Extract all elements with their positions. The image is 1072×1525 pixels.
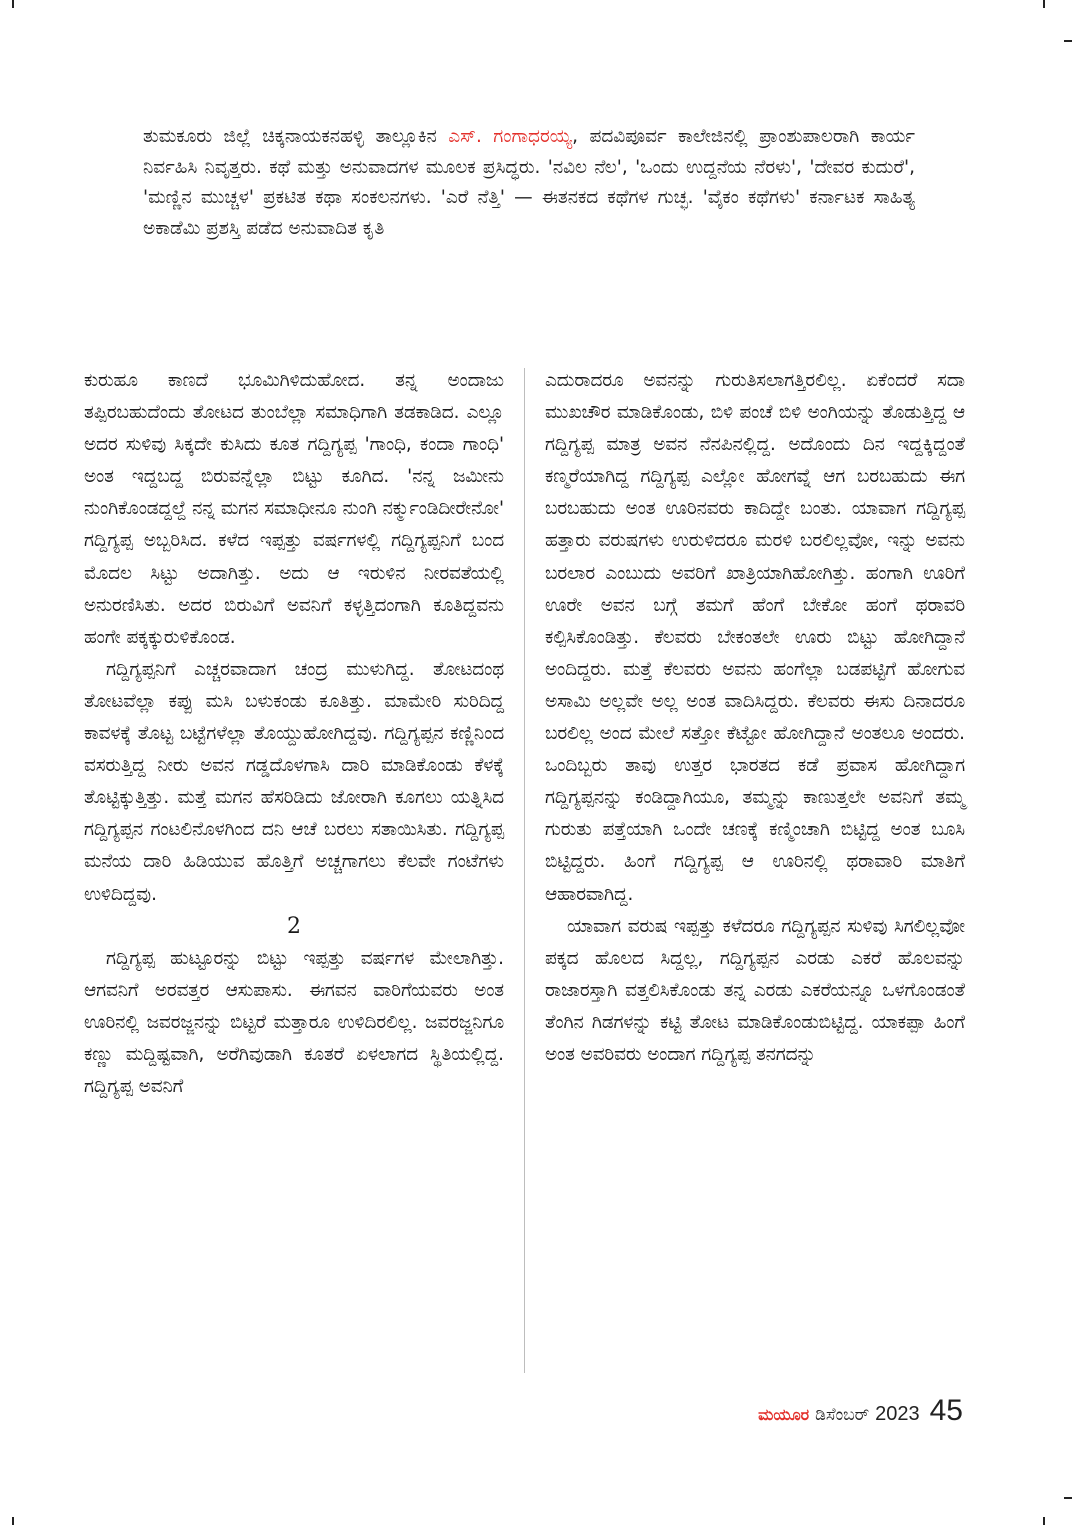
crop-mark-top-right — [1043, 0, 1045, 8]
left-column — [84, 365, 504, 1103]
paragraph: ಕುರುಹೂ ಕಾಣದೆ ಭೂಮಿಗಿಳಿದುಹೋದ. ತನ್ನ ಅಂದಾಜು ತಪ್ಪಿರಬಹುದೆಂದು ತೋಟದ ತುಂಬೆಲ್ಲಾ ಸಮಾಧಿಗಾಗಿ ತಡಕಾಡಿದ. ಎಲ್ಲೂ ಅದರ ಸುಳಿವು ಸಿಕ್ಕದೇ ಕುಸಿದು ಕೂತ ಗದ್ದಿಗ್ಯಪ್ಪ 'ಗಾಂಧಿ, ಕಂದಾ ಗಾಂಧಿ' ಅಂತ ಇದ್ದಬದ್ದ ಬಿರುವನ್ನೆಲ್ಲಾ ಬಿಟ್ಟು ಕೂಗಿದ. 'ನನ್ನ ಜಮೀನು ನುಂಗಿಕೊಂಡದ್ದಲ್ದೆ ನನ್ನ ಮಗನ ಸಮಾಧೀನೂ ನುಂಗಿ ನರ್ಕ್ಮುಂಡಿದೀರೇನೋ' ಗದ್ದಿಗ್ಯಪ್ಪ ಅಬ್ಬರಿಸಿದ. ಕಳೆದ ಇಪ್ಪತ್ತು ವರ್ಷಗಳಲ್ಲಿ ಗದ್ದಿಗ್ಯಪ್ಪನಿಗೆ ಬಂದ ಮೊದಲ ಸಿಟ್ಟು ಅದಾಗಿತ್ತು. ಅದು ಆ ಇರುಳಿನ ನೀರವತೆಯಲ್ಲಿ ಅನುರಣಿಸಿತು. ಅದರ ಬಿರುವಿಗೆ ಅವನಿಗೆ ಕಳ್ಳತ್ತಿದಂಗಾಗಿ ಕೂತಿದ್ದವನು ಹಂಗೇ ಪಕ್ಕಕ್ಕುರುಳಿಕೊಂಡ. — [84, 370, 504, 648]
crop-mark-top-left — [12, 0, 14, 8]
column-divider — [524, 368, 525, 1373]
crop-mark-bottom-right — [1043, 1517, 1045, 1525]
paragraph: ಯಾವಾಗ ವರುಷ ಇಪ್ಪತ್ತು ಕಳೆದರೂ ಗದ್ದಿಗ್ಯಪ್ಪನ ಸುಳಿವು ಸಿಗಲಿಲ್ಲವೋ ಪಕ್ಕದ ಹೊಲದ ಸಿದ್ದಲ್ಲ, ಗದ್ದಿಗ್ಯಪ್ಪನ ಎರಡು ಎಕರೆ ಹೊಲವನ್ನು ರಾಜಾರಸ್ತಾಗಿ ವತ್ತಲಿಸಿಕೊಂಡು ತನ್ನ ಎರಡು ಎಕರೆಯನ್ನೂ ಒಳಗೊಂಡಂತೆ ತೆಂಗಿನ ಗಿಡಗಳನ್ನು ಕಟ್ಟಿ ತೋಟ ಮಾಡಿಕೊಂಡುಬಿಟ್ಟಿದ್ದ. ಯಾಕಪ್ಪಾ ಹಿಂಗೆ ಅಂತ ಅವರಿವರು ಅಂದಾಗ ಗದ್ದಿಗ್ಯಪ್ಪ ತನಗದನ್ನು — [545, 915, 965, 1065]
paragraph: ಗದ್ದಿಗ್ಯಪ್ಪ ಹುಟ್ಟೂರನ್ನು ಬಿಟ್ಟು ಇಪ್ಪತ್ತು ವರ್ಷಗಳ ಮೇಲಾಗಿತ್ತು. ಆಗವನಿಗೆ ಅರವತ್ತರ ಆಸುಪಾಸು. ಈಗವನ ವಾರಿಗೆಯವರು ಅಂತ ಊರಿನಲ್ಲಿ ಜವರಜ್ಜನನ್ನು ಬಿಟ್ಟರೆ ಮತ್ತಾರೂ ಉಳಿದಿರಲಿಲ್ಲ. ಜವರಜ್ಜನಿಗೂ ಕಣ್ಣು ಮದ್ದಿಷ್ಟವಾಗಿ, ಅರೆಗಿವುಡಾಗಿ ಕೂತರೆ ಏಳಲಾಗದ ಸ್ಥಿತಿಯಲ್ಲಿದ್ದ. ಗದ್ದಿಗ್ಯಪ್ಪ ಅವನಿಗೆ — [84, 947, 504, 1097]
crop-mark-right-upper — [1064, 40, 1072, 42]
author-name: ಎಸ್. ಗಂಗಾಧರಯ್ಯ — [448, 126, 573, 147]
page-footer — [758, 1394, 963, 1428]
issue-year: 2023 — [875, 1403, 920, 1425]
section-number: 2 — [287, 913, 301, 939]
paragraph: ಗದ್ದಿಗ್ಯಪ್ಪನಿಗೆ ಎಚ್ಚರವಾದಾಗ ಚಂದ್ರ ಮುಳುಗಿದ್ದ. ತೋಟದಂಥ ತೋಟವೆಲ್ಲಾ ಕಪ್ಪು ಮಸಿ ಬಳುಕಂಡು ಕೂತಿತ್ತು. ಮಾಮೇರಿ ಸುರಿದಿದ್ದ ಕಾವಳಕ್ಕೆ ತೊಟ್ಟ ಬಟ್ಟೆಗಳೆಲ್ಲಾ ತೊಯ್ದುಹೋಗಿದ್ದವು. ಗದ್ದಿಗ್ಯಪ್ಪನ ಕಣ್ಣಿನಿಂದ ವಸರುತ್ತಿದ್ದ ನೀರು ಅವನ ಗಡ್ಡದೊಳಗಾಸಿ ದಾರಿ ಮಾಡಿಕೊಂಡು ಕೆಳಕ್ಕೆ ತೊಟ್ಟಿಕ್ಕುತ್ತಿತ್ತು. ಮತ್ತೆ ಮಗನ ಹೆಸರಿಡಿದು ಜೋರಾಗಿ ಕೂಗಲು ಯತ್ನಿಸಿದ ಗದ್ದಿಗ್ಯಪ್ಪನ ಗಂಟಲಿನೊಳಗಿಂದ ದನಿ ಆಚೆ ಬರಲು ಸತಾಯಿಸಿತು. ಗದ್ದಿಗ್ಯಪ್ಪ ಮನೆಯ ದಾರಿ ಹಿಡಿಯುವ ಹೊತ್ತಿಗೆ ಅಚ್ಚಗಾಗಲು ಕೆಲವೇ ಗಂಟೆಗಳು ಉಳಿದಿದ್ದವು. — [84, 658, 504, 905]
issue-month: ಡಿಸೆಂಬರ್ — [815, 1405, 870, 1424]
bio-intro: ತುಮಕೂರು ಜಿಲ್ಲೆ ಚಿಕ್ಕನಾಯಕನಹಳ್ಳಿ ತಾಲ್ಲೂಕಿನ — [143, 126, 449, 147]
paragraph: ಎದುರಾದರೂ ಅವನನ್ನು ಗುರುತಿಸಲಾಗತ್ತಿರಲಿಲ್ಲ. ಏಕೆಂದರೆ ಸದಾ ಮುಖಚೌರ ಮಾಡಿಕೊಂಡು, ಬಿಳಿ ಪಂಚೆ ಬಿಳಿ ಅಂಗಿಯನ್ನು ತೊಡುತ್ತಿದ್ದ ಆ ಗದ್ದಿಗ್ಯಪ್ಪ ಮಾತ್ರ ಅವನ ನೆನಪಿನಲ್ಲಿದ್ದ. ಅದೊಂದು ದಿನ ಇದ್ದಕ್ಕಿದ್ದಂತೆ ಕಣ್ಮರೆಯಾಗಿದ್ದ ಗದ್ದಿಗ್ಯಪ್ಪ ಎಲ್ಲೋ ಹೋಗವ್ನೆ ಆಗ ಬರಬಹುದು ಈಗ ಬರಬಹುದು ಅಂತ ಊರಿನವರು ಕಾದಿದ್ದೇ ಬಂತು. ಯಾವಾಗ ಗದ್ದಿಗ್ಯಪ್ಪ ಹತ್ತಾರು ವರುಷಗಳು ಉರುಳಿದರೂ ಮರಳಿ ಬರಲಿಲ್ಲವೋ, ಇನ್ನು ಅವನು ಬರಲಾರ ಎಂಬುದು ಅವರಿಗೆ ಖಾತ್ರಿಯಾಗಿಹೋಗಿತ್ತು. ಹಂಗಾಗಿ ಊರಿಗೆ ಊರೇ ಅವನ ಬಗ್ಗೆ ತಮಗೆ ಹೆಂಗೆ ಬೇಕೋ ಹಂಗೆ ಥರಾವರಿ ಕಲ್ಪಿಸಿಕೊಂಡಿತ್ತು. ಕೆಲವರು ಬೇಕಂತಲೇ ಊರು ಬಿಟ್ಟು ಹೋಗಿದ್ದಾನೆ ಅಂದಿದ್ದರು. ಮತ್ತೆ ಕೆಲವರು ಅವನು ಹಂಗೆಲ್ಲಾ ಬಡಪಟ್ಟಿಗೆ ಹೋಗುವ ಅಸಾಮಿ ಅಲ್ಲವೇ ಅಲ್ಲ ಅಂತ ವಾದಿಸಿದ್ದರು. ಕೆಲವರು ಈಸು ದಿನಾದರೂ ಬರಲಿಲ್ಲ ಅಂದ ಮೇಲೆ ಸತ್ತೋ ಕೆಟ್ಟೋ ಹೋಗಿದ್ದಾನೆ ಅಂತಲೂ ಅಂದರು. ಒಂದಿಬ್ಬರು ತಾವು ಉತ್ತರ ಭಾರತದ ಕಡೆ ಪ್ರವಾಸ ಹೋಗಿದ್ದಾಗ ಗದ್ದಿಗ್ಯಪ್ಪನನ್ನು ಕಂಡಿದ್ದಾಗಿಯೂ, ತಮ್ಮನ್ನು ಕಾಣುತ್ತಲೇ ಅವನಿಗೆ ತಮ್ಮ ಗುರುತು ಪತ್ತೆಯಾಗಿ ಒಂದೇ ಚಣಕ್ಕೆ ಕಣ್ಮಿಂಚಾಗಿ ಬಿಟ್ಟಿದ್ದ ಅಂತ ಬೂಸಿ ಬಿಟ್ಟಿದ್ದರು. ಹಿಂಗೆ ಗದ್ದಿಗ್ಯಪ್ಪ ಆ ಊರಿನಲ್ಲಿ ಥರಾವಾರಿ ಮಾತಿಗೆ ಆಹಾರವಾಗಿದ್ದ. — [545, 370, 965, 905]
crop-mark-bottom-left — [12, 1517, 14, 1525]
page-number: 45 — [929, 1394, 963, 1427]
magazine-logo: ಮಯೂರ — [758, 1407, 810, 1424]
crop-mark-right-lower — [1064, 1497, 1072, 1499]
bio-details: , ಪದವಿಪೂರ್ವ ಕಾಲೇಜಿನಲ್ಲಿ ಪ್ರಾಂಶುಪಾಲರಾಗಿ ಕಾರ್ಯ ನಿರ್ವಹಿಸಿ ನಿವೃತ್ತರು. ಕಥೆ ಮತ್ತು ಅನುವಾದಗಳ ಮೂಲಕ ಪ್ರಸಿದ್ಧರು. 'ನವಿಲ ನೆಲ', 'ಒಂದು ಉದ್ದನೆಯ ನೆರಳು', 'ದೇವರ ಕುದುರೆ', 'ಮಣ್ಣಿನ ಮುಚ್ಚಳ' ಪ್ರಕಟಿತ ಕಥಾ ಸಂಕಲನಗಳು. 'ಎರೆ ನೆತ್ತಿ' — ಈತನಕದ ಕಥೆಗಳ ಗುಚ್ಛ. 'ವೈಕಂ ಕಥೆಗಳು' ಕರ್ನಾಟಕ ಸಾಹಿತ್ಯ ಅಕಾಡೆಮಿ ಪ್ರಶಸ್ತಿ ಪಡೆದ ಅನುವಾದಿತ ಕೃತಿ — [143, 126, 915, 239]
author-bio — [143, 122, 915, 244]
right-column — [545, 365, 965, 1071]
